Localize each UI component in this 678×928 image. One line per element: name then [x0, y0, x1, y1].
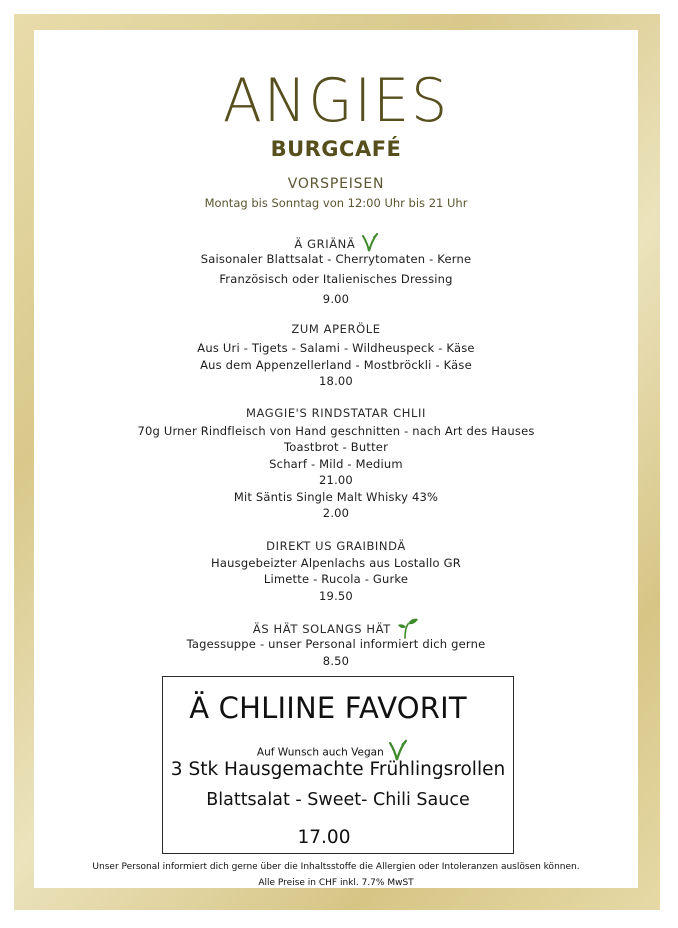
item-line: Saisonaler Blattsalat - Cherrytomaten - Kerne	[200, 252, 472, 266]
item-line: Aus dem Appenzellerland - Mostbröckli - Käse	[200, 358, 472, 372]
menu-page	[34, 30, 638, 888]
item-price: 8.50	[322, 654, 350, 668]
menu-item-title: ZUM APERÖLE	[291, 322, 381, 336]
vegan-note-text: Auf Wunsch auch Vegan	[256, 746, 384, 759]
item-line: Aus Uri - Tigets - Salami - Wildheuspeck - Käse	[197, 341, 475, 355]
item-price: 9.00	[322, 292, 350, 306]
brand-name: ANGIES	[222, 66, 450, 136]
item-price: 19.50	[319, 589, 353, 603]
item-name: ÄS HÄT SOLANGS HÄT	[252, 622, 391, 636]
item-name: Ä GRIÄNÄ	[294, 237, 356, 251]
item-line: 70g Urner Rindfleisch von Hand geschnitten - nach Art des Hauses	[137, 424, 535, 438]
item-line: Limette - Rucola - Gurke	[263, 572, 409, 586]
brand-subtitle: BURGCAFÉ	[270, 137, 402, 161]
item-line: Tagessuppe - unser Personal informiert dich gerne	[186, 637, 486, 651]
item-extra-price: 2.00	[322, 506, 350, 520]
footer-allergy-note: Unser Personal informiert dich gerne über die Inhaltsstoffe die Allergien oder Intoleranzen auslösen können.	[92, 862, 580, 872]
item-line: Französisch oder Italienisches Dressing	[219, 272, 453, 286]
menu-item-title: DIREKT US GRAIBINDÄ	[266, 539, 406, 553]
item-price: 18.00	[319, 374, 353, 388]
favorite-line-2: Blattsalat - Sweet- Chili Sauce	[206, 790, 470, 810]
section-hours: Montag bis Sonntag von 12:00 Uhr bis 21 Uhr	[204, 196, 468, 210]
favorite-line-1: 3 Stk Hausgemachte Frühlingsrollen	[170, 759, 506, 780]
item-extra: Mit Säntis Single Malt Whisky 43%	[233, 490, 439, 504]
item-price: 21.00	[319, 473, 353, 487]
favorite-title: Ä CHLIINE FAVORIT	[189, 691, 467, 725]
favorite-price: 17.00	[297, 827, 351, 848]
item-line: Hausgebeizter Alpenlachs aus Lostallo GR	[211, 556, 461, 570]
item-line: Scharf - Mild - Medium	[269, 457, 403, 471]
menu-item-title: MAGGIE'S RINDSTATAR CHLII	[246, 406, 426, 420]
footer-price-note: Alle Preise in CHF inkl. 7.7% MwST	[258, 878, 414, 888]
item-line: Toastbrot - Butter	[283, 440, 389, 454]
favorite-box	[162, 676, 514, 854]
section-title: VORSPEISEN	[287, 176, 385, 192]
